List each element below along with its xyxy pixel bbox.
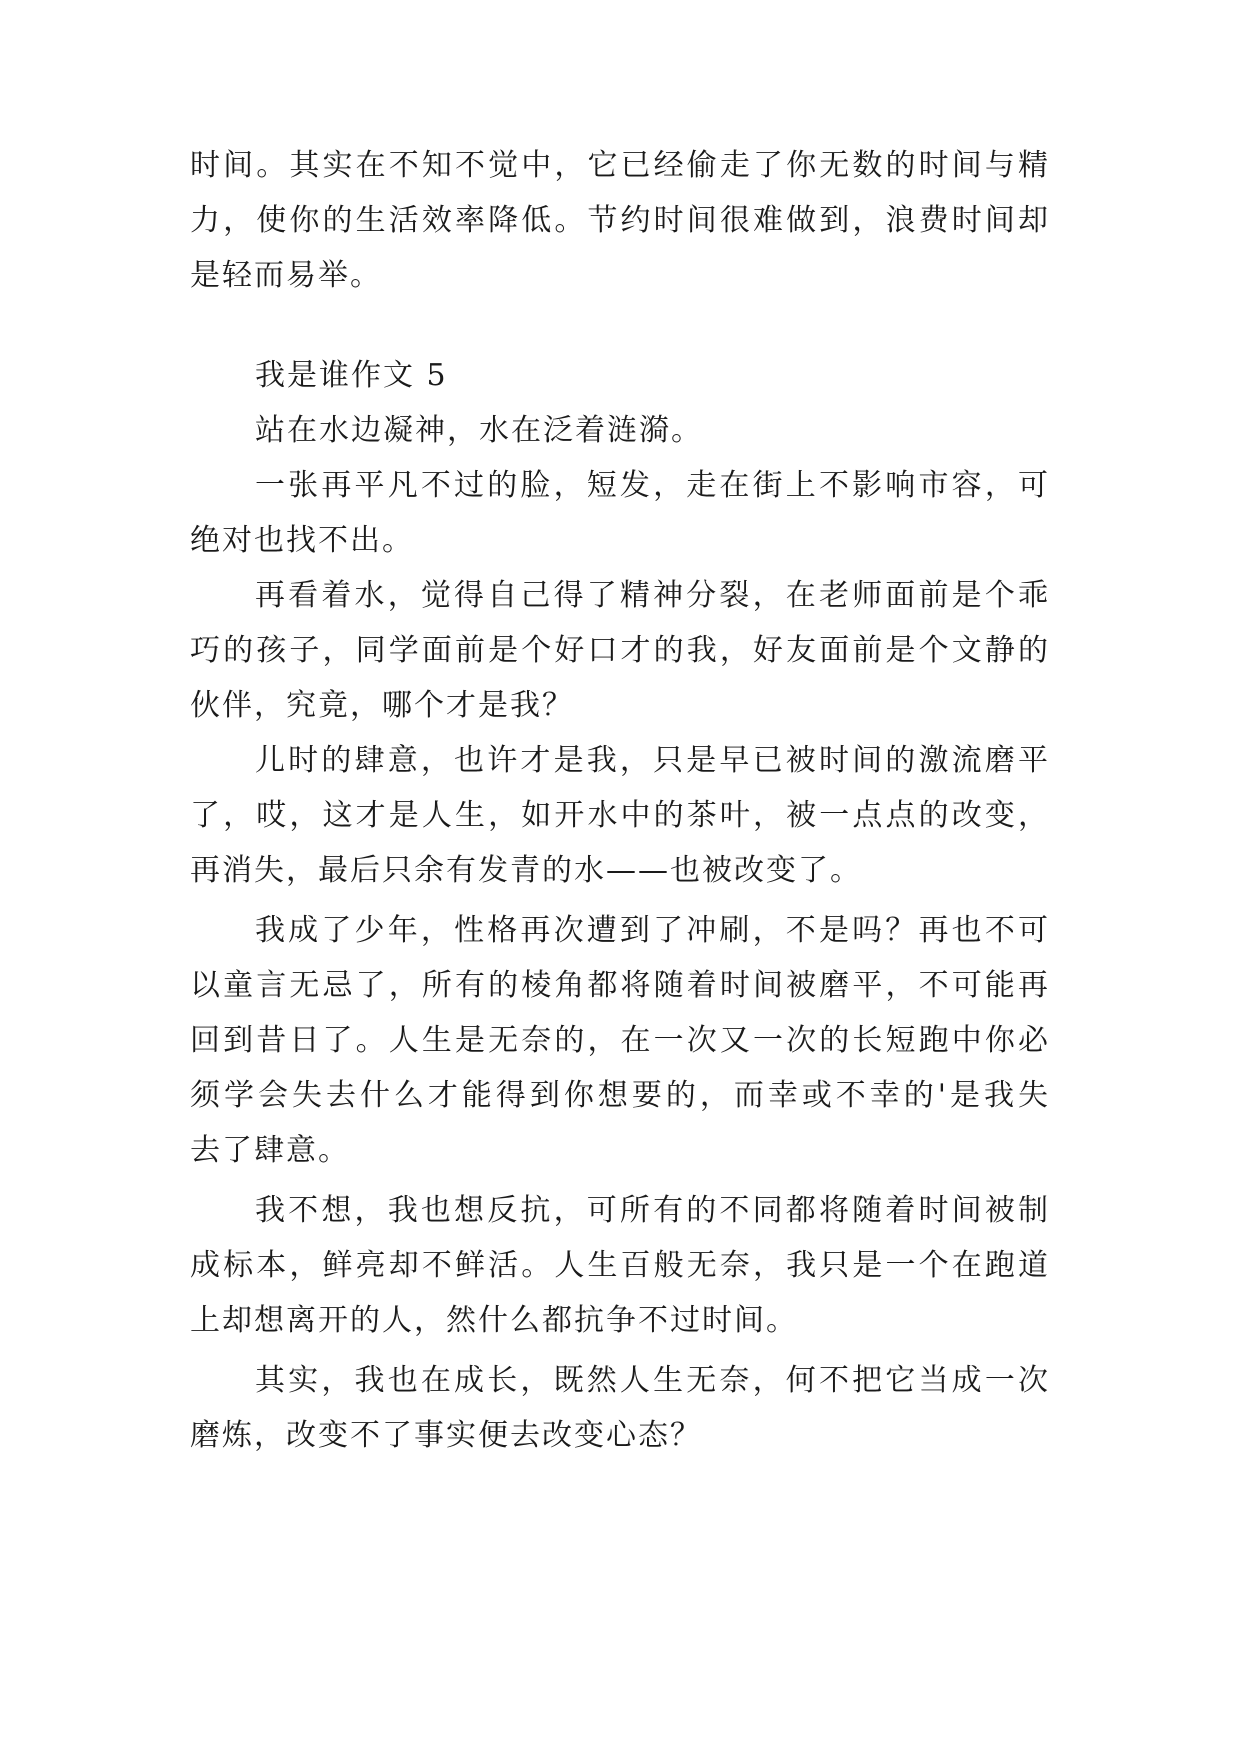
paragraph-6-line-1: 我不想，我也想反抗，可所有的不同都将随着时间被制	[255, 1193, 1050, 1228]
paragraph-6-line-2: 成标本，鲜亮却不鲜活。人生百般无奈，我只是一个在跑道	[190, 1248, 1050, 1283]
paragraph-4-line-2: 了，哎，这才是人生，如开水中的茶叶，被一点点的改变，	[190, 798, 1050, 833]
paragraph-2-line-2: 绝对也找不出。	[190, 523, 414, 558]
paragraph-7-line-2: 磨炼，改变不了事实便去改变心态？	[190, 1418, 702, 1453]
intro-line-3: 是轻而易举。	[190, 258, 382, 293]
paragraph-5-line-2: 以童言无忌了，所有的棱角都将随着时间被磨平，不可能再	[190, 968, 1050, 1003]
paragraph-3-line-2: 巧的孩子，同学面前是个好口才的我，好友面前是个文静的	[190, 633, 1050, 668]
paragraph-3-line-1: 再看着水，觉得自己得了精神分裂，在老师面前是个乖	[255, 578, 1050, 613]
paragraph-2-line-1: 一张再平凡不过的脸，短发，走在街上不影响市容，可	[255, 468, 1050, 503]
intro-line-2: 力，使你的生活效率降低。节约时间很难做到，浪费时间却	[190, 203, 1050, 238]
paragraph-5-line-1: 我成了少年，性格再次遭到了冲刷，不是吗？再也不可	[255, 913, 1050, 948]
paragraph-7-line-1: 其实，我也在成长，既然人生无奈，何不把它当成一次	[255, 1363, 1050, 1398]
paragraph-6-line-3: 上却想离开的人，然什么都抗争不过时间。	[190, 1303, 798, 1338]
paragraph-4-line-1: 儿时的肆意，也许才是我，只是早已被时间的激流磨平	[255, 743, 1050, 778]
intro-line-1: 时间。其实在不知不觉中，它已经偷走了你无数的时间与精	[190, 148, 1050, 183]
paragraph-4-line-3: 再消失，最后只余有发青的水——也被改变了。	[190, 853, 862, 888]
paragraph-3-line-3: 伙伴，究竟，哪个才是我？	[190, 688, 574, 723]
essay-heading: 我是谁作文 5	[255, 358, 448, 393]
paragraph-5-line-5: 去了肆意。	[190, 1133, 350, 1168]
paragraph-5-line-4: 须学会失去什么才能得到你想要的，而幸或不幸的'是我失	[190, 1078, 1050, 1113]
paragraph-1-line-1: 站在水边凝神，水在泛着涟漪。	[255, 413, 703, 448]
paragraph-5-line-3: 回到昔日了。人生是无奈的，在一次又一次的长短跑中你必	[190, 1023, 1050, 1058]
